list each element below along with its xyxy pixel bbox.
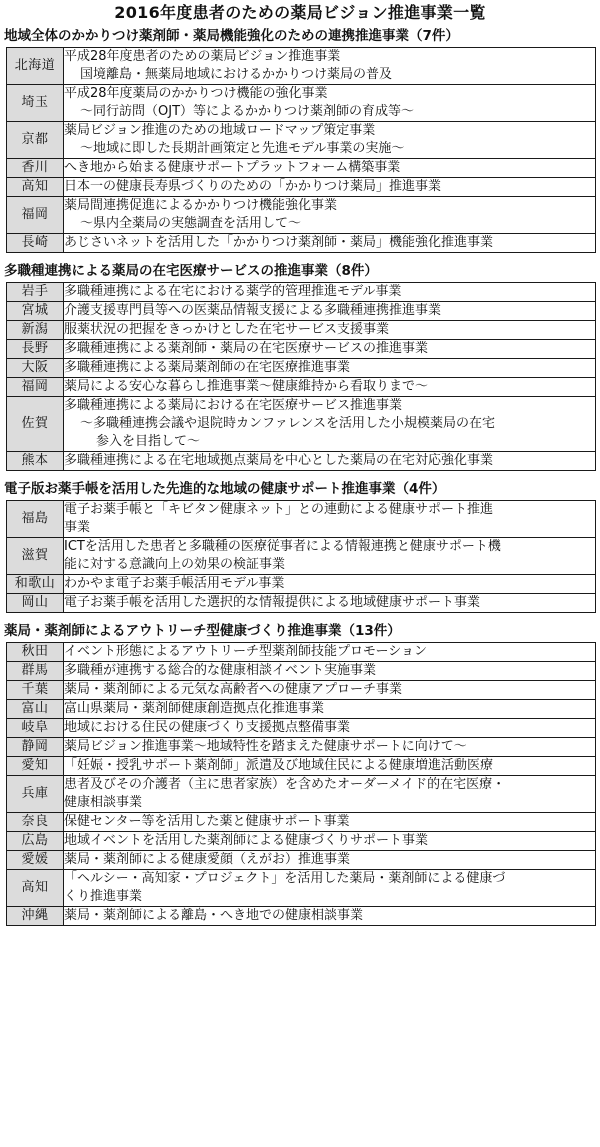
project-description-cell bbox=[64, 452, 596, 471]
table-row bbox=[7, 452, 596, 471]
project-name: 薬局・薬剤師による元気な高齢者への健康アプローチ事業 bbox=[64, 682, 403, 697]
prefecture-cell: 福島 bbox=[7, 501, 64, 538]
table-row bbox=[7, 197, 596, 234]
project-name: 多職種連携による在宅地域拠点薬局を中心とした薬局の在宅対応強化事業 bbox=[64, 453, 494, 468]
project-description-cell bbox=[64, 178, 596, 197]
table-row bbox=[7, 719, 596, 738]
prefecture-cell: 長崎 bbox=[7, 234, 64, 253]
prefecture-cell: 沖縄 bbox=[7, 907, 64, 926]
project-description-cell bbox=[64, 234, 596, 253]
project-table bbox=[6, 282, 596, 471]
project-description-cell bbox=[64, 85, 596, 122]
project-description-cell bbox=[64, 302, 596, 321]
project-subline: 〜多職種連携会議や退院時カンファレンスを活用した小規模薬局の在宅 bbox=[80, 416, 496, 431]
project-name: あじさいネットを活用した「かかりつけ薬剤師・薬局」機能強化推進事業 bbox=[64, 235, 494, 250]
project-description-cell bbox=[64, 359, 596, 378]
prefecture-cell: 愛知 bbox=[7, 757, 64, 776]
table-row bbox=[7, 907, 596, 926]
prefecture-cell: 奈良 bbox=[7, 813, 64, 832]
project-name: ICTを活用した患者と多職種の医療従事者による情報連携と健康サポート機 bbox=[64, 539, 501, 554]
prefecture-cell: 広島 bbox=[7, 832, 64, 851]
section-heading: 薬局・薬剤師によるアウトリーチ型健康づくり推進事業（13件） bbox=[4, 623, 401, 639]
prefecture-cell: 佐賀 bbox=[7, 397, 64, 452]
project-description-cell bbox=[64, 719, 596, 738]
project-description-cell bbox=[64, 538, 596, 575]
project-name: わかやま電子お薬手帳活用モデル事業 bbox=[64, 576, 285, 591]
project-description-cell bbox=[64, 870, 596, 907]
project-description-cell bbox=[64, 321, 596, 340]
project-name: 「ヘルシー・高知家・プロジェクト」を活用した薬局・薬剤師による健康づ bbox=[64, 871, 506, 886]
project-description-cell bbox=[64, 397, 596, 452]
section-gap bbox=[0, 253, 600, 260]
prefecture-cell: 埼玉 bbox=[7, 85, 64, 122]
table-row bbox=[7, 234, 596, 253]
project-name: 薬局・薬剤師による離島・へき地での健康相談事業 bbox=[64, 908, 364, 923]
table-row bbox=[7, 501, 596, 538]
project-subline: 〜県内全薬局の実態調査を活用して〜 bbox=[80, 216, 302, 231]
prefecture-cell: 福岡 bbox=[7, 197, 64, 234]
table-row bbox=[7, 757, 596, 776]
table-row bbox=[7, 48, 596, 85]
project-table bbox=[6, 47, 596, 253]
project-table bbox=[6, 642, 596, 926]
project-name: 多職種が連携する総合的な健康相談イベント実施事業 bbox=[64, 663, 377, 678]
table-row bbox=[7, 122, 596, 159]
project-description-cell bbox=[64, 122, 596, 159]
table-row bbox=[7, 700, 596, 719]
section-gap bbox=[0, 613, 600, 620]
prefecture-cell: 高知 bbox=[7, 870, 64, 907]
page-title: 2016年度患者のための薬局ビジョン推進事業一覧 bbox=[114, 3, 486, 22]
project-name: 介護支援専門員等への医薬品情報支援による多職種連携推進事業 bbox=[64, 303, 442, 318]
table-row bbox=[7, 283, 596, 302]
table-row bbox=[7, 178, 596, 197]
project-name: 日本一の健康長寿県づくりのための「かかりつけ薬局」推進事業 bbox=[64, 179, 442, 194]
project-name: 平成28年度薬局のかかりつけ機能の強化事業 bbox=[64, 86, 328, 101]
prefecture-cell: 宮城 bbox=[7, 302, 64, 321]
project-description-cell bbox=[64, 757, 596, 776]
project-name: 薬局ビジョン推進事業〜地域特性を踏まえた健康サポートに向けて〜 bbox=[64, 739, 467, 754]
prefecture-cell: 千葉 bbox=[7, 681, 64, 700]
table-row bbox=[7, 378, 596, 397]
prefecture-cell: 京都 bbox=[7, 122, 64, 159]
project-description-cell bbox=[64, 813, 596, 832]
project-description-cell bbox=[64, 738, 596, 757]
prefecture-cell: 富山 bbox=[7, 700, 64, 719]
project-description-cell bbox=[64, 575, 596, 594]
project-subline: 参入を目指して〜 bbox=[96, 434, 201, 449]
prefecture-cell: 高知 bbox=[7, 178, 64, 197]
project-description-cell bbox=[64, 159, 596, 178]
project-description-cell bbox=[64, 662, 596, 681]
prefecture-cell: 静岡 bbox=[7, 738, 64, 757]
table-row bbox=[7, 738, 596, 757]
project-name: 薬局ビジョン推進のための地域ロードマップ策定事業 bbox=[64, 123, 376, 138]
prefecture-cell: 香川 bbox=[7, 159, 64, 178]
project-subline: 〜同行訪問（OJT）等によるかかりつけ薬剤師の育成等〜 bbox=[80, 104, 415, 119]
project-name: 電子お薬手帳と「キビタン健康ネット」との連動による健康サポート推進 bbox=[64, 502, 494, 517]
prefecture-cell: 群馬 bbox=[7, 662, 64, 681]
table-row bbox=[7, 662, 596, 681]
table-row bbox=[7, 870, 596, 907]
table-row bbox=[7, 359, 596, 378]
section-heading: 多職種連携による薬局の在宅医療サービスの推進事業（8件） bbox=[4, 263, 378, 279]
project-name: 薬局間連携促進によるかかりつけ機能強化事業 bbox=[64, 198, 338, 213]
prefecture-cell: 熊本 bbox=[7, 452, 64, 471]
section-heading: 地域全体のかかりつけ薬剤師・薬局機能強化のための連携推進事業（7件） bbox=[4, 28, 459, 44]
project-subline: 〜地域に即した長期計画策定と先進モデル事業の実施〜 bbox=[80, 141, 405, 156]
project-name: 多職種連携による薬局における在宅医療サービス推進事業 bbox=[64, 398, 403, 413]
project-name: 保健センター等を活用した薬と健康サポート事業 bbox=[64, 814, 350, 829]
project-name: イベント形態によるアウトリーチ型薬剤師技能プロモーション bbox=[64, 644, 427, 659]
project-subline: 事業 bbox=[64, 520, 91, 535]
prefecture-cell: 滋賀 bbox=[7, 538, 64, 575]
project-description-cell bbox=[64, 832, 596, 851]
table-row bbox=[7, 681, 596, 700]
project-subline: 能に対する意識向上の効果の検証事業 bbox=[64, 557, 286, 572]
project-description-cell bbox=[64, 48, 596, 85]
project-name: 多職種連携による薬局薬剤師の在宅医療推進事業 bbox=[64, 360, 351, 375]
project-description-cell bbox=[64, 700, 596, 719]
table-row bbox=[7, 851, 596, 870]
prefecture-cell: 大阪 bbox=[7, 359, 64, 378]
project-description-cell bbox=[64, 643, 596, 662]
table-row bbox=[7, 575, 596, 594]
table-row bbox=[7, 159, 596, 178]
prefecture-cell: 岐阜 bbox=[7, 719, 64, 738]
project-name: 多職種連携による薬剤師・薬局の在宅医療サービスの推進事業 bbox=[64, 341, 429, 356]
project-description-cell bbox=[64, 283, 596, 302]
project-name: 薬局・薬剤師による健康愛顔（えがお）推進事業 bbox=[64, 852, 351, 867]
prefecture-cell: 兵庫 bbox=[7, 776, 64, 813]
project-name: へき地から始まる健康サポートプラットフォーム構築事業 bbox=[64, 160, 401, 175]
prefecture-cell: 岡山 bbox=[7, 594, 64, 613]
project-name: 薬局による安心な暮らし推進事業〜健康維持から看取りまで〜 bbox=[64, 379, 429, 394]
prefecture-cell: 愛媛 bbox=[7, 851, 64, 870]
sections-container bbox=[0, 25, 600, 926]
table-row bbox=[7, 321, 596, 340]
project-name: 患者及びその介護者（主に患者家族）を含めたオーダーメイド的在宅医療・ bbox=[64, 777, 506, 792]
table-row bbox=[7, 594, 596, 613]
section-gap bbox=[0, 471, 600, 478]
table-row bbox=[7, 813, 596, 832]
table-row bbox=[7, 643, 596, 662]
prefecture-cell: 和歌山 bbox=[7, 575, 64, 594]
project-name: 平成28年度患者のための薬局ビジョン推進事業 bbox=[64, 49, 341, 64]
project-name: 地域イベントを活用した薬剤師による健康づくりサポート事業 bbox=[64, 833, 429, 848]
project-description-cell bbox=[64, 197, 596, 234]
project-name: 「妊娠・授乳サポート薬剤師」派遣及び地域住民による健康増進活動医療 bbox=[64, 758, 494, 773]
project-description-cell bbox=[64, 851, 596, 870]
table-row bbox=[7, 397, 596, 452]
project-description-cell bbox=[64, 378, 596, 397]
project-name: 電子お薬手帳を活用した選択的な情報提供による地域健康サポート事業 bbox=[64, 595, 481, 610]
project-description-cell bbox=[64, 340, 596, 359]
table-row bbox=[7, 538, 596, 575]
project-name: 服薬状況の把握をきっかけとした在宅サービス支援事業 bbox=[64, 322, 390, 337]
project-description-cell bbox=[64, 594, 596, 613]
project-name: 富山県薬局・薬剤師健康創造拠点化推進事業 bbox=[64, 701, 325, 716]
project-description-cell bbox=[64, 907, 596, 926]
prefecture-cell: 新潟 bbox=[7, 321, 64, 340]
prefecture-cell: 秋田 bbox=[7, 643, 64, 662]
table-row bbox=[7, 832, 596, 851]
prefecture-cell: 北海道 bbox=[7, 48, 64, 85]
section-heading: 電子版お薬手帳を活用した先進的な地域の健康サポート推進事業（4件） bbox=[4, 481, 446, 497]
project-description-cell bbox=[64, 681, 596, 700]
project-name: 多職種連携による在宅における薬学的管理推進モデル事業 bbox=[64, 284, 402, 299]
prefecture-cell: 福岡 bbox=[7, 378, 64, 397]
project-subline: 健康相談事業 bbox=[64, 795, 143, 810]
project-description-cell bbox=[64, 501, 596, 538]
table-row bbox=[7, 776, 596, 813]
table-row bbox=[7, 340, 596, 359]
project-table bbox=[6, 500, 596, 613]
table-row bbox=[7, 85, 596, 122]
prefecture-cell: 岩手 bbox=[7, 283, 64, 302]
table-row bbox=[7, 302, 596, 321]
project-name: 地域における住民の健康づくり支援拠点整備事業 bbox=[64, 720, 351, 735]
project-subline: くり推進事業 bbox=[64, 889, 143, 904]
project-description-cell bbox=[64, 776, 596, 813]
project-subline: 国境離島・無薬局地域におけるかかりつけ薬局の普及 bbox=[80, 67, 393, 82]
prefecture-cell: 長野 bbox=[7, 340, 64, 359]
